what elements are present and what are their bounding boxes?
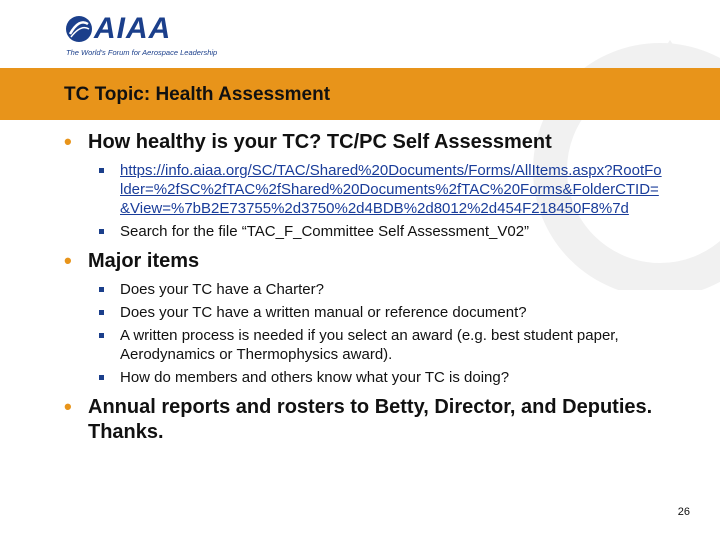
sub-item-text: Does your TC have a written manual or reference document? <box>120 304 527 321</box>
square-bullet-icon <box>99 229 104 234</box>
bullet-text: How healthy is your TC? TC/PC Self Assessment <box>88 131 552 153</box>
sub-item-text: Search for the file “TAC_F_Committee Self Assessment_V02” <box>120 223 530 240</box>
aiaa-logo <box>64 12 218 58</box>
bullet-icon: • <box>64 248 72 273</box>
square-bullet-icon <box>99 287 104 292</box>
sub-item-charter <box>64 280 664 299</box>
sub-list-self-assessment <box>64 161 664 241</box>
bullet-text: Major items <box>88 250 200 272</box>
bullet-self-assessment <box>64 130 664 155</box>
sub-item-manual <box>64 303 664 322</box>
sub-item-members-know <box>64 368 664 387</box>
sub-item-award-process <box>64 326 664 364</box>
bullet-icon: • <box>64 394 72 419</box>
bullet-icon: • <box>64 129 72 154</box>
square-bullet-icon <box>99 310 104 315</box>
page-number: 26 <box>677 506 690 518</box>
slide-title: TC Topic: Health Assessment <box>64 84 331 105</box>
logo-tagline: The World's Forum for Aerospace Leadership <box>66 48 218 57</box>
sub-item-search <box>64 222 664 241</box>
logo-wordmark: AIAA <box>94 12 172 45</box>
bullet-major-items <box>64 249 664 274</box>
sub-item-text: How do members and others know what your TC is doing? <box>120 369 510 386</box>
sub-item-text: A written process is needed if you select an award (e.g. best student paper, Aerodynamics or Thermophysics award). <box>120 327 619 363</box>
bullet-annual-reports <box>64 395 664 445</box>
self-assessment-link[interactable]: https://info.aiaa.org/SC/TAC/Shared%20Documents/Forms/AllItems.aspx?RootFolder=%2fSC%2fTAC%2fShared%20Documents%2fTAC%20Forms&FolderCTID=&View=%7bB2E73755%2d3750%2d4BDB%2d8012%2d454F218450F8%7d <box>120 162 662 217</box>
sub-list-major-items <box>64 280 664 387</box>
slide-content <box>64 123 664 445</box>
sub-item-text: Does your TC have a Charter? <box>120 281 324 298</box>
bullet-text: Annual reports and rosters to Betty, Director, and Deputies. Thanks. <box>88 396 653 443</box>
square-bullet-icon <box>99 168 104 173</box>
square-bullet-icon <box>99 375 104 380</box>
sub-item-link <box>64 161 664 218</box>
aiaa-globe-icon <box>64 14 94 44</box>
square-bullet-icon <box>99 333 104 338</box>
